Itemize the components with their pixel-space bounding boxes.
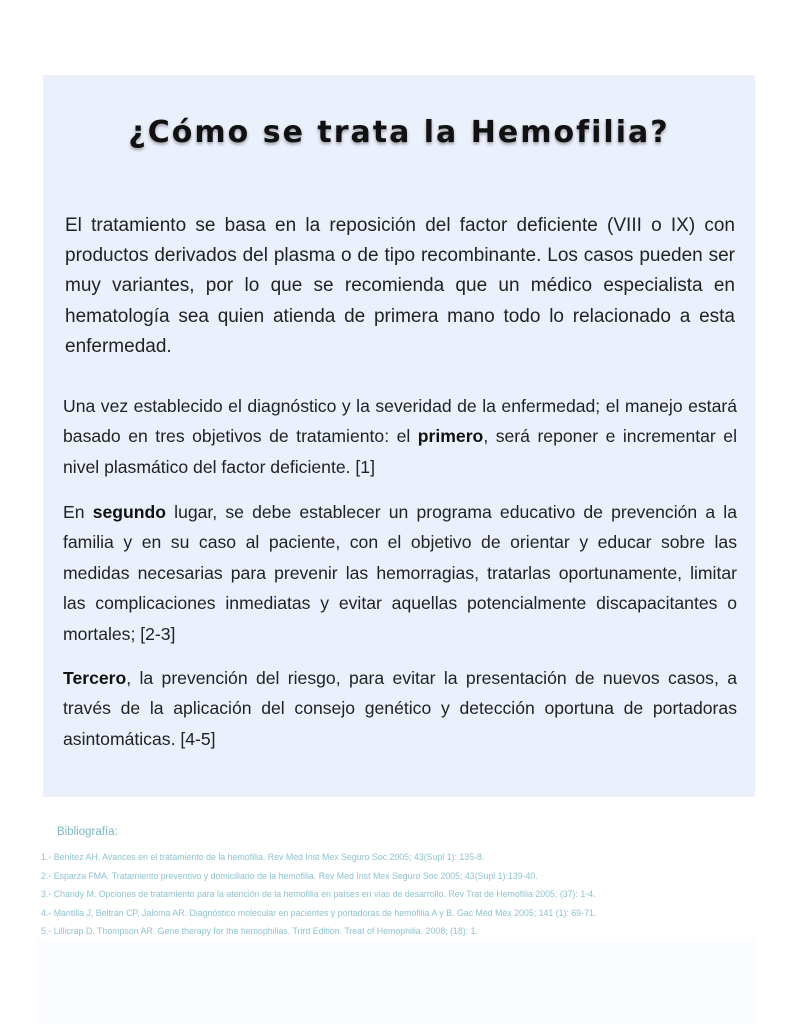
paragraph-second-objective [63, 497, 737, 649]
paragraph-third-objective [63, 663, 737, 754]
bibliography-heading: Bibliografía: [57, 826, 118, 838]
paragraph-bold-term: primero [417, 426, 484, 447]
page-title: ¿Cómo se trata la Hemofilia? [128, 115, 670, 150]
bibliography-item: 2.- Esparza FMA. Tratamiento preventivo y domiciliario de la hemofilia. Rev Med Inst Mex Seguro Soc 2005; 43(Supl 1):139-40. [41, 870, 538, 881]
paragraph-first-objective [63, 391, 737, 482]
intro-paragraph: El tratamiento se basa en la reposición del factor deficiente (VIII o IX) con productos derivados del plasma o de tipo recombinante. Los casos pueden ser muy variantes, por lo que se recomienda que un médico especialista en hematología sea quien atienda de primera mano todo lo relacionado a esta enfermedad. [65, 215, 735, 357]
bibliography-item: 3.- Chandy M. Opciones de tratamiento para la atención de la hemofilia en países en vías de desarrollo. Rev Trat de Hemofilia 2005; (37): 1-4. [41, 889, 596, 899]
paragraph-text: En [63, 502, 93, 522]
content-panel [43, 75, 755, 797]
paragraph-text: Una vez establecido el diagnóstico y la severidad de la enfermedad; el manejo estará basado en tres objetivos de tratamiento: el [63, 396, 737, 447]
bibliography-item: 4.- Mantilla J, Beltrán CP, Jaloma AR. Diagnóstico molecular en pacientes y portadoras de hemofilia A y B. Gac Méd Méx 2005; 141 (1): 69-71. [41, 907, 597, 918]
paragraph-text: , será reponer e incrementar el nivel plasmático del factor deficiente. [1] [63, 426, 737, 477]
paragraph-text: lugar, se debe establecer un programa educativo de prevención a la familia y en su caso al paciente, con el objetivo de orientar y educar sobre las medidas necesarias para prevenir las hemorragias, tratarlas oportunamente, limitar las complicaciones inmediatas y evitar aquellas potencialmente discapacitantes o mortales; [2-3] [63, 502, 737, 644]
bibliography-list [41, 848, 786, 941]
footer-band [37, 940, 755, 1024]
bibliography-item: 5.- Lillicrap D. Thompson AR. Gene therapy for the hemophilias. Trird Edition. Treat of Hemophilia. 2008; (18): 1. [41, 926, 478, 936]
paragraph-text: , la prevención del riesgo, para evitar la presentación de nuevos casos, a través de la aplicación del consejo genético y detección oportuna de portadoras asintomáticas. [4-5] [63, 668, 737, 749]
paragraph-bold-term: Tercero [63, 668, 127, 688]
bibliography-item: 1.- Benítez AH. Avances en el tratamiento de la hemofilia. Rev Med Inst Mex Seguro Soc 2005; 43(Supl 1): 135-8. [41, 852, 485, 862]
paragraph-bold-term: segundo [92, 502, 166, 522]
